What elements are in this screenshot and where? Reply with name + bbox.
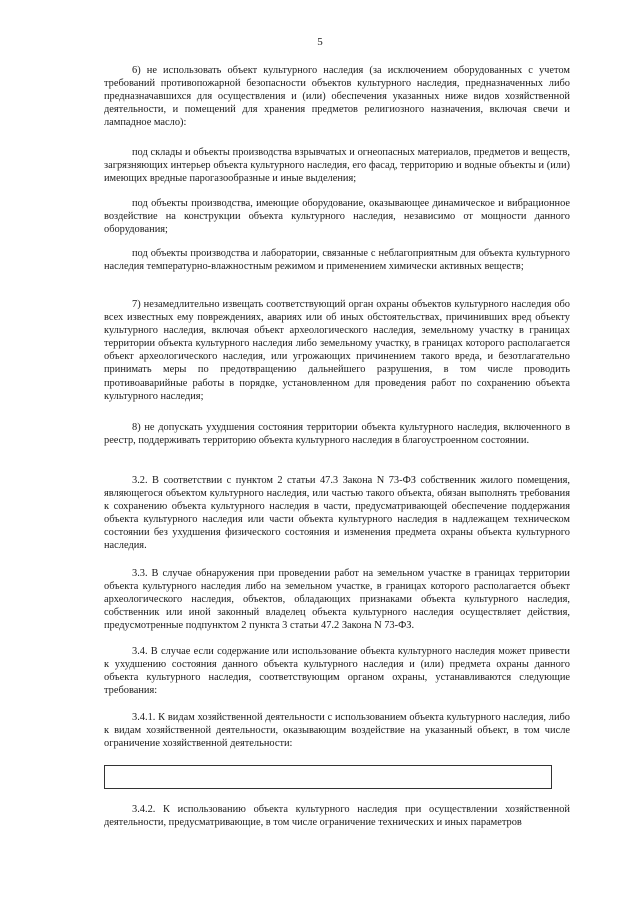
paragraph-labs: под объекты производства и лаборатории, связанные с неблагоприятным для объекта культурного наследия температурно-влажностным режимом и применением химически активных веществ;	[104, 248, 570, 273]
paragraph-3-4: 3.4. В случае если содержание или использование объекта культурного наследия может привести к ухудшению состояния данного объекта культурного наследия и (или) предмета охраны данного объекта культурного наследия, соответствующим органом охраны, устанавливаются следующие требования:	[104, 646, 570, 697]
paragraph-3-2: 3.2. В соответствии с пунктом 2 статьи 47.3 Закона N 73-ФЗ собственник жилого помещения, являющегося объектом культурного наследия, или частью такого объекта, обязан выполнять требования к сохранению объекта культурного наследия в части, предусматривающей обеспечение поддержания объекта культурного наследия или части объекта культурного наследия в надлежащем техническом состоянии без ухудшения физического состояния и изменения предмета охраны объекта культурного наследия.	[104, 475, 570, 552]
paragraph-3-4-1: 3.4.1. К видам хозяйственной деятельности с использованием объекта культурного наследия, либо к видам хозяйственной деятельности, оказывающим воздействие на указанный объект, в том числе ограничение хозяйственной деятельности:	[104, 712, 570, 750]
paragraph-6: 6) не использовать объект культурного наследия (за исключением оборудованных с учетом требований противопожарной безопасности объектов культурного наследия, предназначенных либо предназначавшихся для осуществления и (или) обеспечения указанных ниже видов хозяйственной деятельности, и помещений для хранения предметов религиозного назначения, включая свечи и лампадное масло):	[104, 65, 570, 129]
page-number: 5	[317, 36, 323, 48]
paragraph-8: 8) не допускать ухудшения состояния территории объекта культурного наследия, включенного в реестр, поддерживать территорию объекта культурного наследия в благоустроенном состоянии.	[104, 422, 570, 447]
paragraph-production: под объекты производства, имеющие оборудование, оказывающее динамическое и вибрационное воздействие на конструкции объекта культурного наследия, независимо от мощности данного оборудования;	[104, 198, 570, 236]
paragraph-3-3: 3.3. В случае обнаружения при проведении работ на земельном участке в границах территории объекта культурного наследия либо на земельном участке, в границах которого располагается объект археологического наследия, объектов, обладающих признаками объекта культурного наследия, собственник или иной законный владелец объекта культурного наследия осуществляет действия, предусмотренные подпунктом 2 пункта 3 статьи 47.2 Закона N 73-ФЗ.	[104, 568, 570, 632]
restriction-entry-box	[104, 765, 552, 789]
paragraph-7: 7) незамедлительно извещать соответствующий орган охраны объектов культурного наследия обо всех известных ему повреждениях, авариях или об иных обстоятельствах, причинивших вред объекту культурного наследия, включая объект археологического наследия, земельному участку в границах территории объекта культурного наследия либо земельному участку, в границах которого располагается объект археологического наследия, или угрожающих причинением такого вреда, и безотлагательно принимать меры по предотвращению дальнейшего разрушения, в том числе проводить противоаварийные работы в порядке, установленном для проведения работ по сохранению объекта культурного наследия;	[104, 299, 570, 402]
paragraph-3-4-2: 3.4.2. К использованию объекта культурного наследия при осуществлении хозяйственной деятельности, предусматривающие, в том числе ограничение технических и иных параметров	[104, 804, 570, 829]
paragraph-warehouses: под склады и объекты производства взрывчатых и огнеопасных материалов, предметов и веществ, загрязняющих интерьер объекта культурного наследия, его фасад, территорию и водные объекты и (или) имеющих вредные парогазообразные и иные выделения;	[104, 147, 570, 185]
